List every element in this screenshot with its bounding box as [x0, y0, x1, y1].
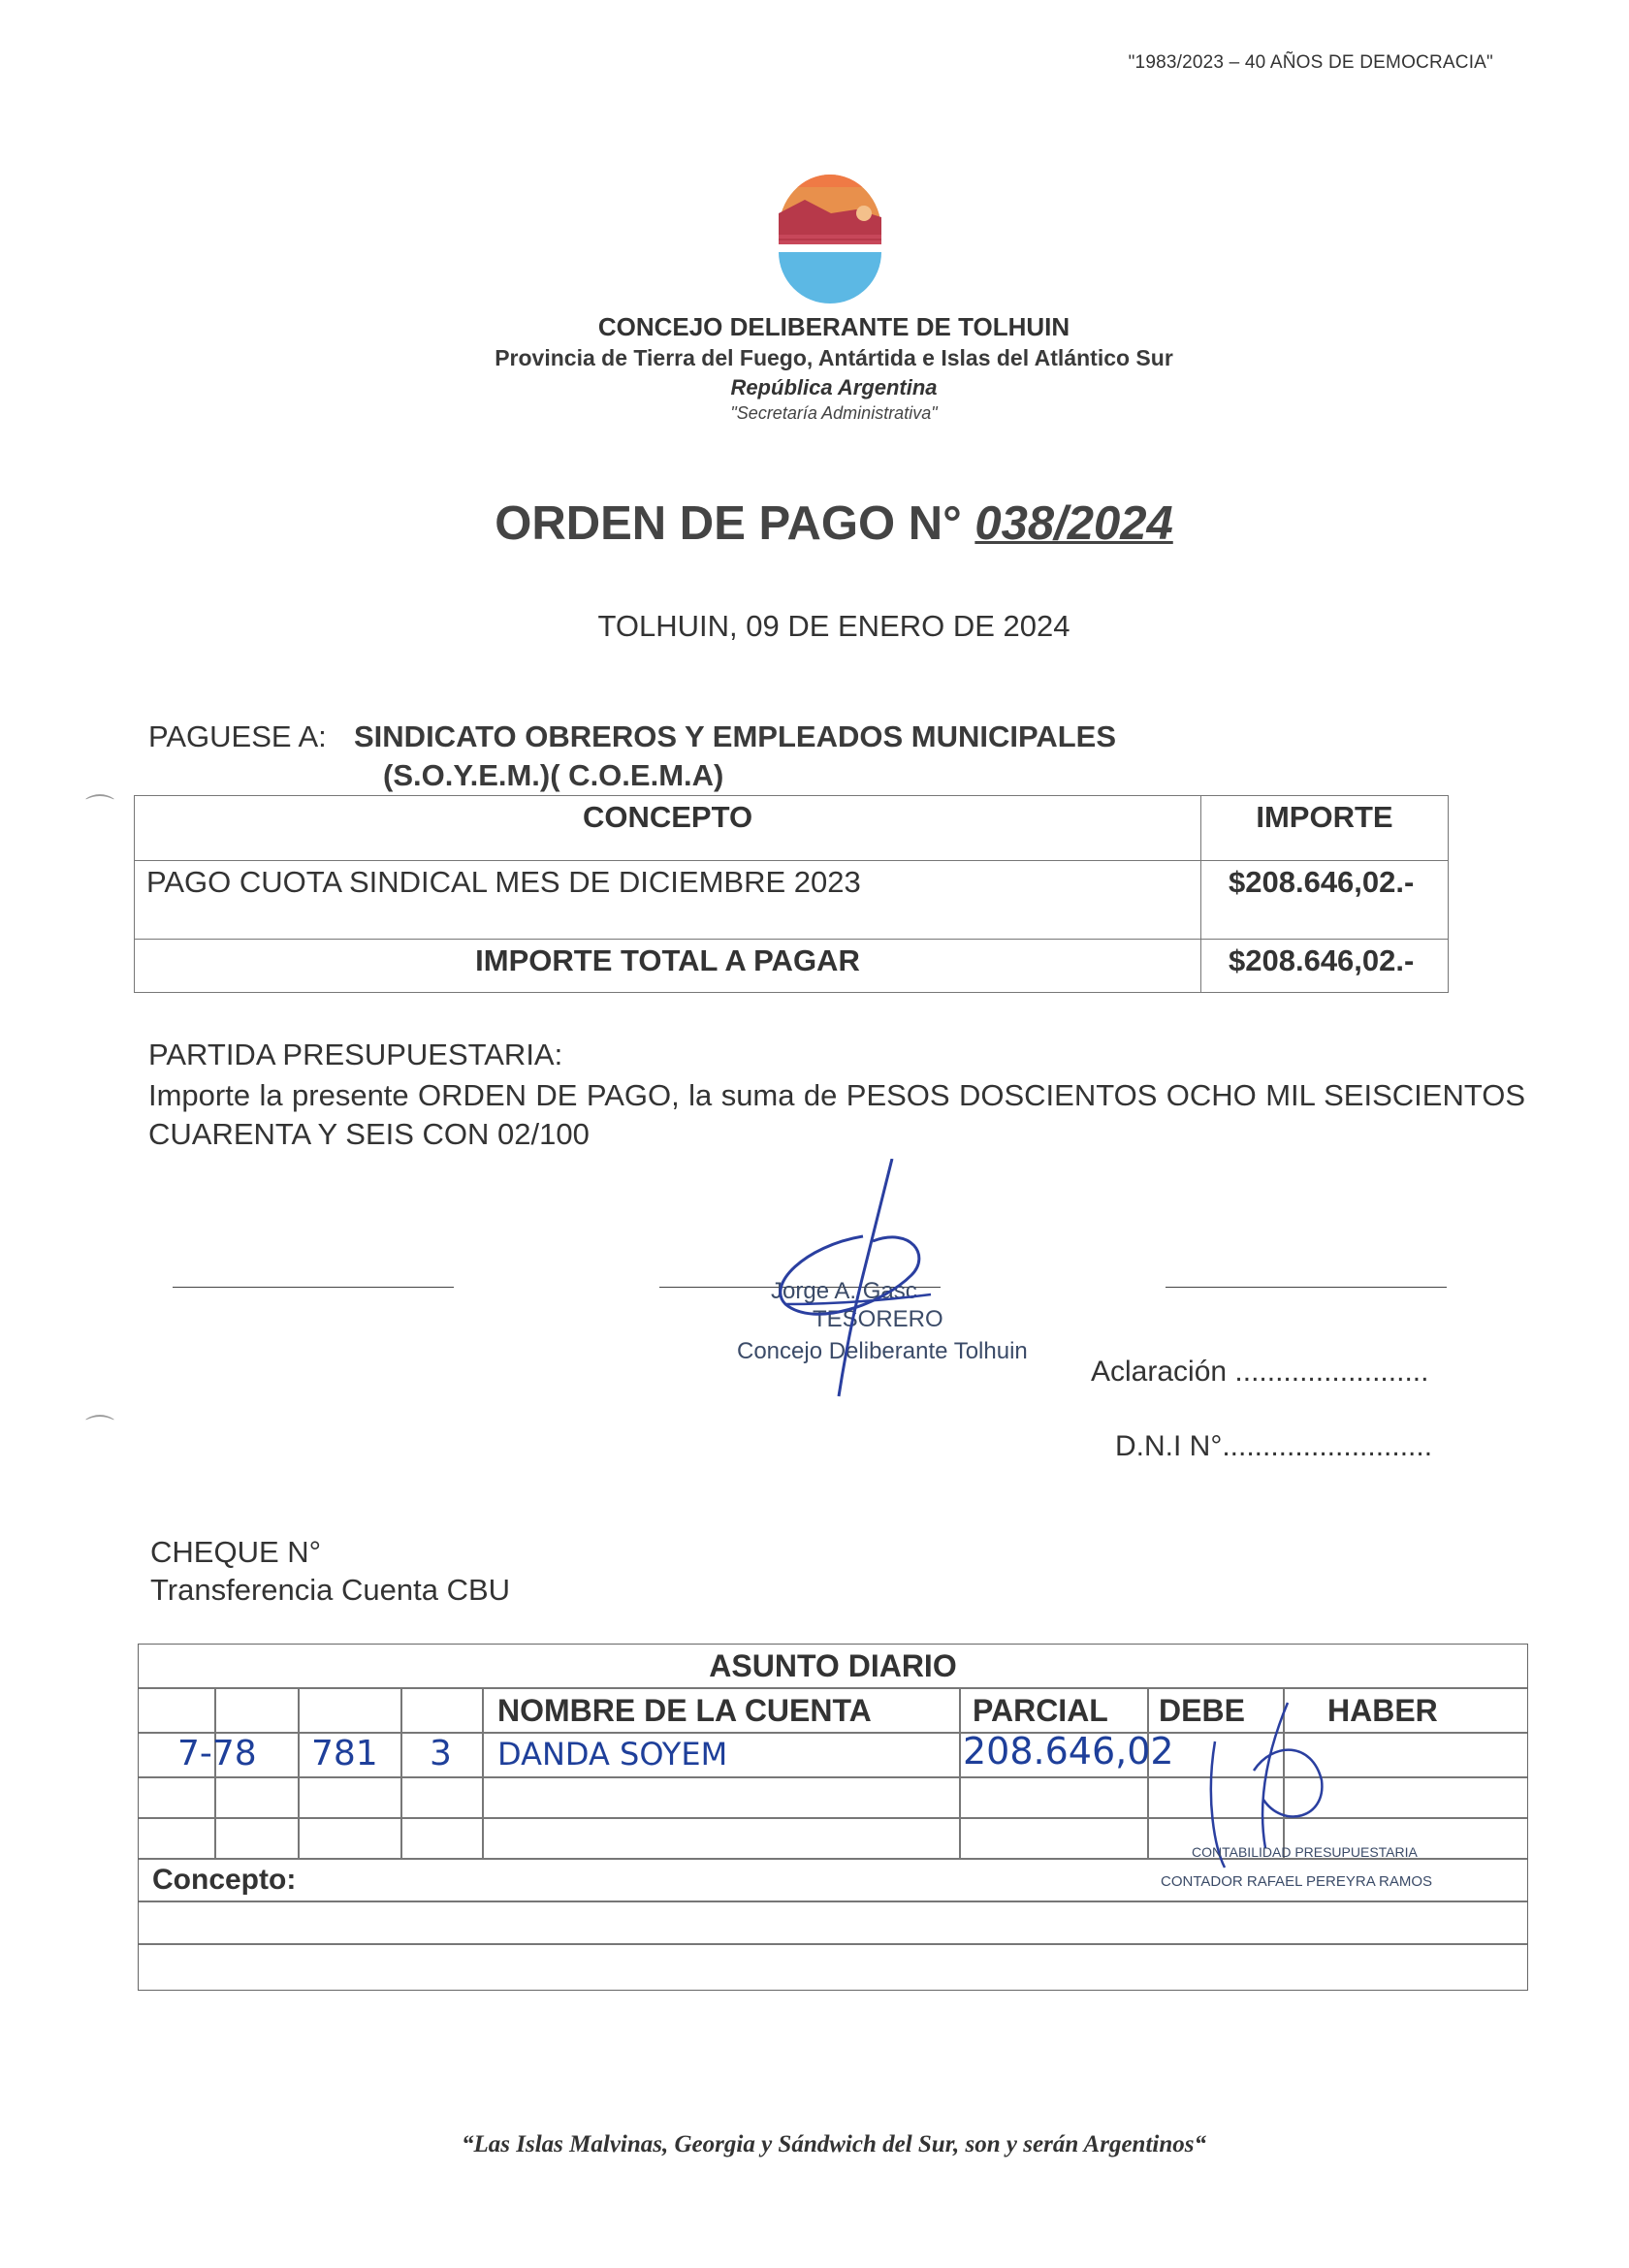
budget-item-label: PARTIDA PRESUPUESTARIA:: [148, 1038, 563, 1071]
cheque-label: CHEQUE N°: [150, 1535, 322, 1569]
treasurer-org: Concejo Deliberante Tolhuin: [737, 1338, 1028, 1364]
amount-in-words: Importe la presente ORDEN DE PAGO, la suma de PESOS DOSCIENTOS OCHO MIL SEISCIENTOS CUARENTA Y SEIS CON 02/100: [148, 1078, 1525, 1151]
journal-table: [138, 1644, 1528, 1991]
province-line: Provincia de Tierra del Fuego, Antártida e Islas del Atlántico Sur: [495, 345, 1173, 370]
payee-label: PAGUESE A:: [148, 719, 327, 753]
account-name-header: NOMBRE DE LA CUENTA: [497, 1693, 872, 1728]
accounting-stamp-line2: CONTADOR RAFAEL PEREYRA RAMOS: [1161, 1873, 1433, 1890]
concept-label: Concepto:: [152, 1864, 297, 1896]
credit-header: HABER: [1327, 1693, 1438, 1728]
transfer-label: Transferencia Cuenta CBU: [150, 1573, 511, 1607]
scan-mark-2: ⌒: [85, 1415, 114, 1447]
concept-header: CONCEPTO: [135, 796, 1201, 861]
signature-line-left: [173, 1287, 454, 1288]
treasurer-role: TESORERO: [813, 1306, 943, 1332]
amount-cell: $208.646,02.-: [1201, 861, 1449, 940]
council-logo: [771, 163, 889, 306]
journal-title: ASUNTO DIARIO: [709, 1648, 957, 1683]
order-number: 038/2024: [974, 497, 1173, 550]
clarification-field: Aclaración ........................: [1091, 1356, 1429, 1388]
place-date: TOLHUIN, 09 DE ENERO DE 2024: [597, 609, 1070, 643]
total-amount: $208.646,02.-: [1201, 940, 1449, 993]
accounting-stamp-line1: CONTABILIDAD PRESUPUESTARIA: [1192, 1844, 1418, 1860]
handwritten-amount: 208.646,02: [963, 1730, 1174, 1773]
journal-rule: [139, 1901, 1527, 1902]
handwritten-code-3: 3: [430, 1734, 452, 1773]
journal-col-rule: [1147, 1687, 1149, 1858]
treasurer-signature: [727, 1159, 979, 1401]
footer-motto: “Las Islas Malvinas, Georgia y Sándwich del Sur, son y serán Argentinos“: [462, 2131, 1206, 2157]
payee-name: SINDICATO OBREROS Y EMPLEADOS MUNICIPALES: [354, 719, 1117, 753]
title-prefix: ORDEN DE PAGO N°: [495, 497, 962, 550]
total-label: IMPORTE TOTAL A PAGAR: [135, 940, 1201, 993]
handwritten-account: DANDA SOYEM: [497, 1736, 728, 1773]
top-motto: "1983/2023 – 40 AÑOS DE DEMOCRACIA": [1128, 52, 1493, 73]
amount-header: IMPORTE: [1201, 796, 1449, 861]
concept-cell: PAGO CUOTA SINDICAL MES DE DICIEMBRE 2023: [135, 861, 1201, 940]
republic-line: República Argentina: [730, 375, 938, 399]
journal-col-rule: [298, 1687, 300, 1858]
handwritten-code-1: 7-78: [177, 1734, 257, 1773]
dni-field: D.N.I N°..........................: [1115, 1430, 1433, 1462]
journal-col-rule: [959, 1687, 961, 1858]
signature-line-right: [1166, 1287, 1447, 1288]
org-name: CONCEJO DELIBERANTE DE TOLHUIN: [597, 312, 1070, 341]
partial-header: PARCIAL: [973, 1693, 1108, 1728]
secretary-line: "Secretaría Administrativa": [730, 403, 938, 423]
payee-name-line2: (S.O.Y.E.M.)( C.O.E.M.A): [383, 758, 724, 792]
journal-rule: [139, 1943, 1527, 1945]
scan-mark: ⌒: [85, 794, 114, 826]
treasurer-name: Jorge A. Gasc: [771, 1278, 917, 1304]
concept-table: [134, 795, 1449, 993]
journal-col-rule: [400, 1687, 402, 1858]
debit-header: DEBE: [1159, 1693, 1245, 1728]
document-title: [0, 496, 1629, 551]
journal-col-rule: [482, 1687, 484, 1858]
handwritten-code-2: 781: [311, 1734, 378, 1773]
